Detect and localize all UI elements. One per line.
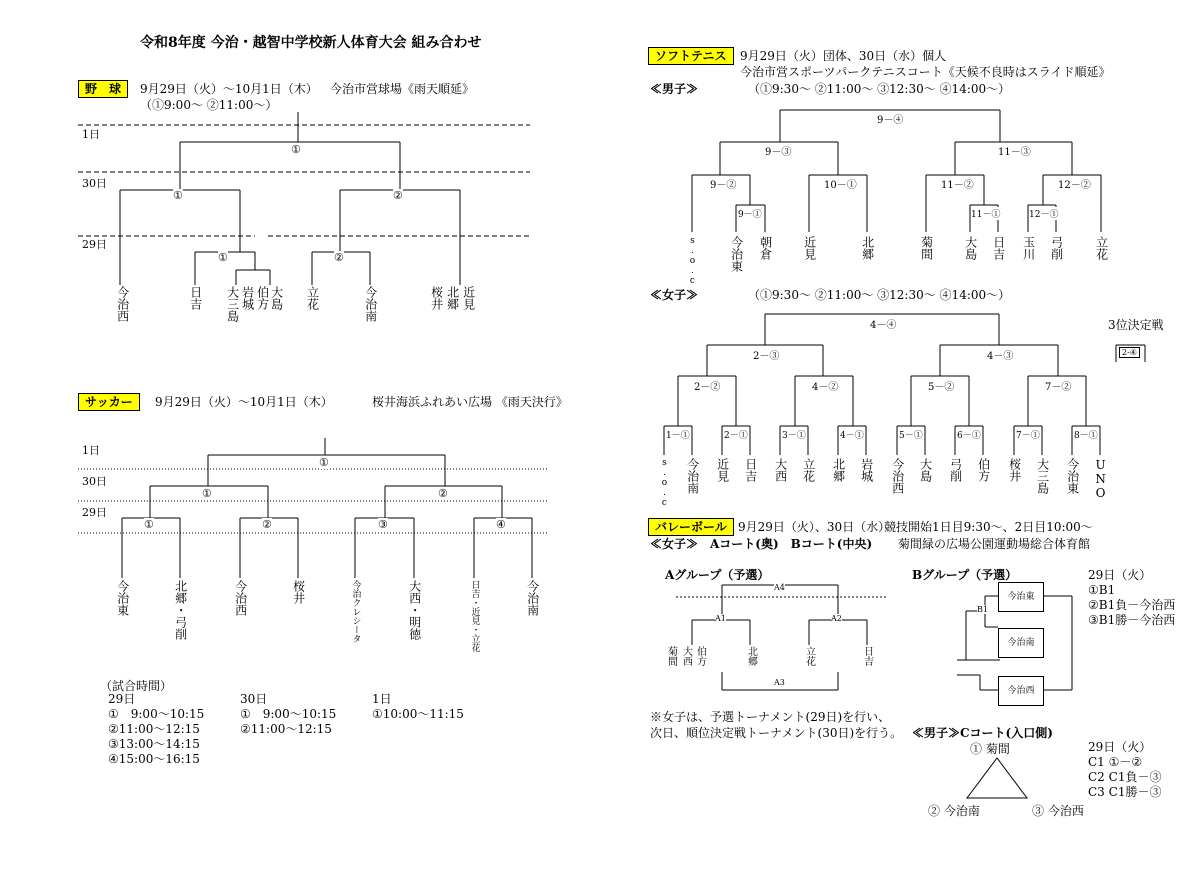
tennis-girls-match: 2－① — [724, 428, 748, 441]
tennis-boys-team: 日吉 — [991, 236, 1006, 260]
volleyball-b-mark: B1 — [977, 605, 988, 614]
tennis-girls-team: 大西 — [773, 458, 788, 482]
volleyball-group-a: Aグループ（予選） — [665, 568, 770, 582]
soccer-mark-r1: ① — [144, 518, 154, 531]
soccer-mark-r2: ② — [262, 518, 272, 531]
soccer-team: 今治東 — [115, 580, 130, 616]
volleyball-a-team: 大西 — [680, 646, 692, 666]
soccer-team: 今治クレシータ — [350, 580, 361, 643]
volleyball-start: 競技開始1日目9:30～、2日目10:00～ — [884, 520, 1093, 534]
baseball-mark-q1: ① — [218, 251, 228, 264]
tennis-boys-times: （①9:30～ ②11:00～ ③12:30～ ④14:00～） — [748, 82, 1011, 96]
volleyball-a-team: 菊間 — [665, 646, 677, 666]
baseball-mark-semi1: ① — [173, 189, 183, 202]
volleyball-a-team: 北郷 — [745, 646, 757, 666]
tennis-venue: 今治市営スポーツパークテニスコート《天候不良時はスライド順延》 — [740, 65, 1111, 79]
tennis-boys-label: ≪男子≫ — [650, 82, 699, 96]
schedule-head: 29日（火） — [1088, 740, 1152, 754]
tennis-boys-match: 9－④ — [877, 111, 903, 126]
soccer-team: 今治南 — [525, 580, 540, 616]
volleyball-boys-team: ① 菊間 — [970, 742, 1010, 756]
tennis-girls-match: 1－① — [666, 428, 690, 441]
tennis-girls-match: 4－④ — [870, 316, 896, 331]
schedule-row: ③13:00～14:15 — [108, 737, 200, 751]
tennis-girls-match: 7－① — [1016, 428, 1040, 441]
tennis-boys-match: 12－① — [1029, 207, 1058, 220]
tennis-boys-team: 近見 — [802, 236, 817, 260]
soccer-mark-semi1: ① — [202, 487, 212, 500]
volleyball-girls-label: ≪女子≫ — [650, 537, 699, 551]
baseball-venue: 今治市営球場《雨天順延》 — [330, 82, 475, 96]
tennis-girls-match: 4－③ — [987, 347, 1013, 362]
volleyball-a-mark: A3 — [774, 678, 785, 687]
baseball-times: （①9:00～ ②11:00～） — [140, 98, 278, 112]
schedule-row: ②11:00～12:15 — [108, 722, 200, 736]
tennis-badge: ソフトテニス — [648, 47, 734, 65]
tennis-girls-team: UNO — [1093, 458, 1108, 500]
schedule-row: ① 9:00～10:15 — [108, 707, 205, 721]
volleyball-a-mark: A2 — [831, 614, 842, 623]
volleyball-boys-team: ③ 今治西 — [1032, 804, 1084, 818]
baseball-day30: 30日 — [82, 177, 107, 190]
volleyball-b-team-box: 今治東 — [998, 582, 1044, 612]
baseball-dates: 9月29日（火）～10月1日（木） — [140, 82, 318, 96]
tennis-girls-match: 5－② — [928, 378, 954, 393]
soccer-team: 北郷・弓削 — [173, 580, 188, 640]
tennis-boys-match: 10－① — [824, 176, 857, 191]
soccer-mark-r3: ③ — [378, 518, 388, 531]
schedule-head: 1日 — [372, 692, 392, 706]
tennis-girls-match: 6－① — [957, 428, 981, 441]
volleyball-note-2: 次日、順位決定戦トーナメント(30日)を行う。 — [650, 726, 903, 740]
schedule-head: 30日 — [240, 692, 268, 706]
tennis-girls-team: 弓削 — [948, 458, 963, 482]
schedule-head: 29日（火） — [1088, 568, 1152, 582]
schedule-head: 29日 — [108, 692, 136, 706]
tennis-girls-team: 北郷 — [831, 458, 846, 482]
tennis-girls-team: 今治西 — [890, 458, 905, 494]
volleyball-a-team: 立花 — [803, 646, 815, 666]
baseball-team: 岩城 — [240, 286, 255, 310]
tennis-girls-team: 桜井 — [1007, 458, 1022, 482]
baseball-day29: 29日 — [82, 238, 107, 251]
tennis-girls-team: 岩城 — [859, 458, 874, 482]
soccer-mark-final: ① — [319, 456, 329, 469]
volleyball-dates: 9月29日（火）、30日（水） — [738, 520, 891, 534]
tennis-boys-team: 菊間 — [919, 236, 934, 260]
tennis-girls-match: 5－① — [899, 428, 923, 441]
tennis-girls-team: 近見 — [715, 458, 730, 482]
soccer-badge: サッカー — [78, 393, 140, 411]
tennis-girls-team: 大島 — [918, 458, 933, 482]
tennis-boys-match: 11－① — [971, 207, 1000, 220]
volleyball-boys-team: ② 今治南 — [928, 804, 980, 818]
volleyball-group-b: Bグループ（予選） — [912, 568, 1018, 582]
soccer-team: 日吉・近見・立花 — [469, 580, 480, 652]
soccer-day29: 29日 — [82, 506, 107, 519]
soccer-day30: 30日 — [82, 475, 107, 488]
tennis-boys-team: 弓削 — [1049, 236, 1064, 260]
soccer-team: 今治西 — [233, 580, 248, 616]
tennis-girls-team: s.o.c — [659, 458, 670, 508]
soccer-day1: 1日 — [82, 444, 100, 457]
baseball-team: 今治南 — [363, 286, 378, 322]
tennis-boys-team: 今治東 — [729, 236, 744, 272]
soccer-dates: 9月29日（火）～10月1日（木） — [155, 395, 333, 409]
tennis-girls-times: （①9:30～ ②11:00～ ③12:30～ ④14:00～） — [748, 288, 1011, 302]
soccer-venue: 桜井海浜ふれあい広場 《雨天決行》 — [372, 395, 568, 409]
tennis-boys-team: 立花 — [1094, 236, 1109, 260]
volleyball-venue: 菊間緑の広場公園運動場総合体育館 — [898, 537, 1091, 551]
tennis-boys-match: 9－③ — [765, 143, 791, 158]
baseball-mark-q2: ② — [334, 251, 344, 264]
baseball-team: 桜井 — [429, 286, 444, 310]
tennis-boys-match: 9－② — [710, 176, 736, 191]
volleyball-a-team: 日吉 — [861, 646, 873, 666]
schedule-row: ① 9:00～10:15 — [240, 707, 337, 721]
baseball-team: 立花 — [305, 286, 320, 310]
tennis-boys-team: 北郷 — [860, 236, 875, 260]
tennis-boys-match: 9－① — [738, 207, 762, 220]
baseball-team: 伯方 — [255, 286, 270, 310]
tennis-boys-team: 玉川 — [1021, 236, 1036, 260]
page-title: 令和8年度 今治・越智中学校新人体育大会 組み合わせ — [140, 35, 482, 51]
schedule-row: ①B1 — [1088, 583, 1116, 597]
schedule-row: ②B1負－今治西 — [1088, 598, 1176, 612]
schedule-row: ①10:00～11:15 — [372, 707, 464, 721]
volleyball-a-mark: A4 — [774, 583, 785, 592]
volleyball-badge: バレーボール — [648, 518, 734, 536]
tennis-girls-team: 大三島 — [1035, 458, 1050, 494]
volleyball-c-schedule — [1088, 740, 1161, 800]
tennis-girls-match: 3－① — [782, 428, 806, 441]
volleyball-b-team-box: 今治西 — [998, 676, 1044, 706]
volleyball-b-schedule — [1088, 568, 1175, 628]
tennis-boys-team: s.o.c — [687, 236, 698, 286]
tennis-girls-match: 8－① — [1074, 428, 1098, 441]
schedule-row: ④15:00～16:15 — [108, 752, 200, 766]
tennis-girls-team: 伯方 — [976, 458, 991, 482]
tennis-girls-team: 立花 — [801, 458, 816, 482]
soccer-mark-semi2: ② — [438, 487, 448, 500]
baseball-badge: 野 球 — [78, 80, 128, 98]
tennis-third-place: 3位決定戦 — [1108, 318, 1164, 332]
volleyball-note-1: ※女子は、予選トーナメント(29日)を行い、 — [650, 710, 891, 724]
tennis-girls-label: ≪女子≫ — [650, 288, 699, 302]
baseball-team: 北郷 — [445, 286, 460, 310]
tennis-girls-match: 2－③ — [753, 347, 779, 362]
volleyball-a-mark: A1 — [715, 614, 726, 623]
baseball-team: 大島 — [269, 286, 284, 310]
baseball-day1: 1日 — [82, 128, 100, 141]
tennis-boys-match: 11－③ — [998, 143, 1031, 158]
schedule-row: C2 C1負－③ — [1088, 770, 1162, 784]
tennis-dates: 9月29日（火）団体、30日（水）個人 — [740, 49, 947, 63]
schedule-row: ②11:00～12:15 — [240, 722, 332, 736]
tennis-boys-match: 11－② — [941, 176, 974, 191]
volleyball-a-team: 伯方 — [694, 646, 706, 666]
soccer-schedule-title: （試合時間） — [100, 679, 173, 693]
baseball-team: 大三島 — [225, 286, 240, 322]
tennis-boys-match: 12－② — [1058, 176, 1091, 191]
tennis-girls-team: 今治東 — [1065, 458, 1080, 494]
soccer-team: 大西・明徳 — [407, 580, 422, 640]
tennis-girls-match: 4－② — [812, 378, 838, 393]
tennis-boys-team: 朝倉 — [758, 236, 773, 260]
baseball-mark-semi2: ② — [393, 189, 403, 202]
tennis-boys-team: 大島 — [963, 236, 978, 260]
schedule-row: ③B1勝－今治西 — [1088, 613, 1176, 627]
tennis-girls-match: 7－② — [1045, 378, 1071, 393]
volleyball-b-team-box: 今治南 — [998, 628, 1044, 658]
baseball-mark-final: ① — [291, 143, 301, 156]
baseball-team: 近見 — [461, 286, 476, 310]
tennis-girls-team: 日吉 — [743, 458, 758, 482]
soccer-team: 桜井 — [291, 580, 306, 604]
tennis-girls-match: 2－② — [694, 378, 720, 393]
baseball-team: 日吉 — [188, 286, 203, 310]
volleyball-boys-label: ≪男子≫Cコート(入口側) — [912, 726, 1053, 740]
tennis-girls-team: 今治南 — [685, 458, 700, 494]
volleyball-courts: Aコート(奥) Bコート(中央) — [710, 537, 873, 551]
tennis-third-match: 2-④ — [1119, 347, 1140, 358]
schedule-row: C3 C1勝－③ — [1088, 785, 1162, 799]
schedule-row: C1 ①－② — [1088, 755, 1143, 769]
tennis-girls-match: 4－① — [840, 428, 864, 441]
baseball-team: 今治西 — [115, 286, 130, 322]
soccer-mark-r4: ④ — [496, 518, 506, 531]
